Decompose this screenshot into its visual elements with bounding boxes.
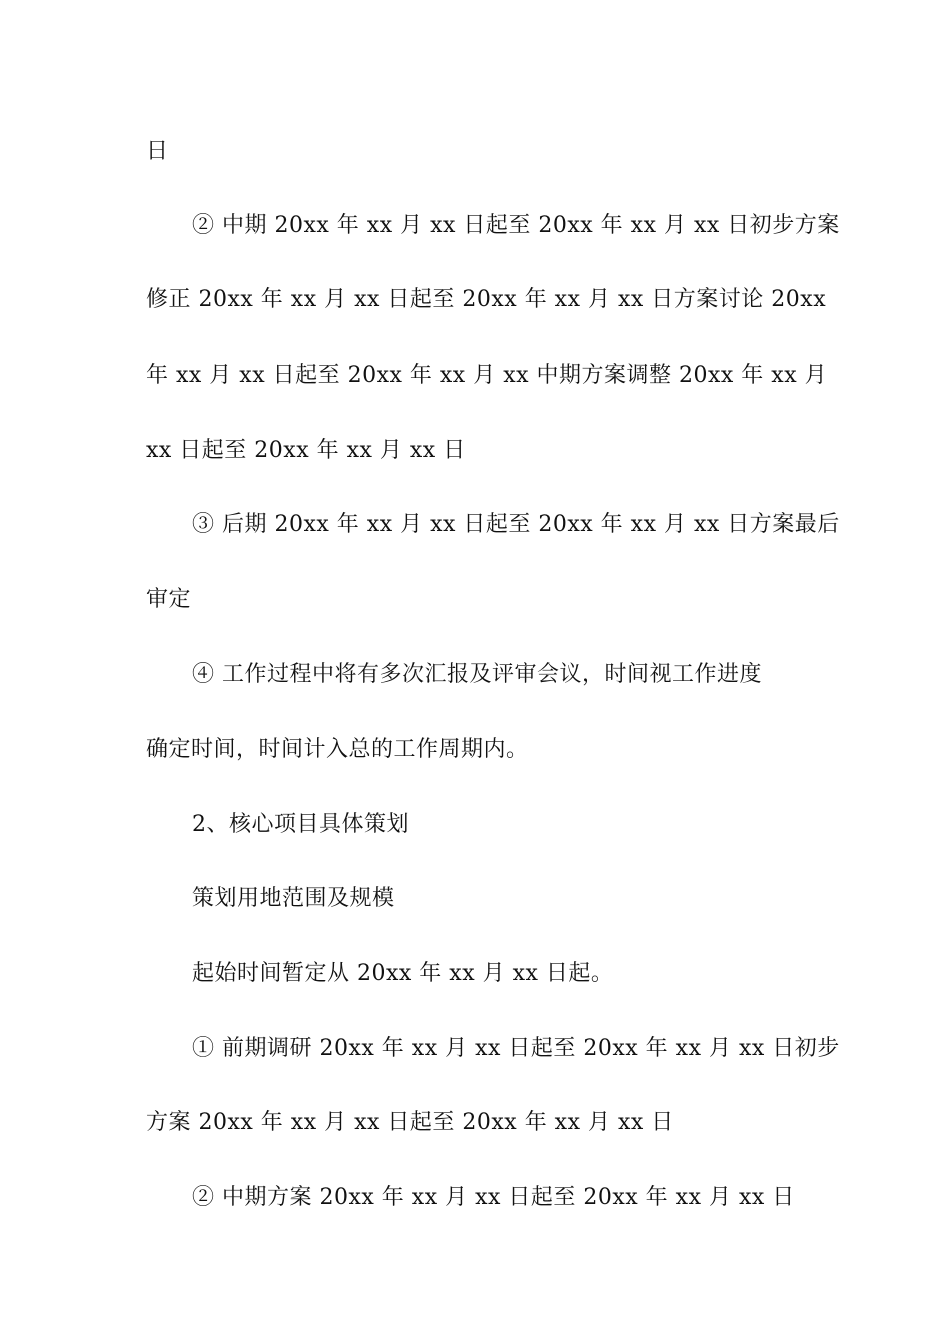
text-line: 日 (146, 139, 169, 164)
text-line: ④ 工作过程中将有多次汇报及评审会议，时间视工作进度 (192, 662, 762, 687)
text-line: 修正 20xx 年 xx 月 xx 日起至 20xx 年 xx 月 xx 日方案讨论 20xx (146, 287, 827, 312)
text-line: ② 中期方案 20xx 年 xx 月 xx 日起至 20xx 年 xx 月 xx 日 (192, 1185, 795, 1210)
text-line: 起始时间暂定从 20xx 年 xx 月 xx 日起。 (192, 961, 614, 986)
section-heading: 2、核心项目具体策划 (192, 812, 409, 837)
text-line: 策划用地范围及规模 (192, 886, 395, 911)
text-line: 确定时间，时间计入总的工作周期内。 (146, 737, 529, 762)
text-line: ② 中期 20xx 年 xx 月 xx 日起至 20xx 年 xx 月 xx 日初步方案 (192, 213, 840, 238)
text-line: ③ 后期 20xx 年 xx 月 xx 日起至 20xx 年 xx 月 xx 日方案最后 (192, 512, 840, 537)
text-line: 审定 (146, 587, 192, 612)
text-line: xx 日起至 20xx 年 xx 月 xx 日 (146, 438, 466, 463)
text-line: ① 前期调研 20xx 年 xx 月 xx 日起至 20xx 年 xx 月 xx 日初步 (192, 1036, 840, 1061)
text-line: 年 xx 月 xx 日起至 20xx 年 xx 月 xx 中期方案调整 20xx 年 xx 月 (146, 363, 828, 388)
text-line: 方案 20xx 年 xx 月 xx 日起至 20xx 年 xx 月 xx 日 (146, 1110, 674, 1135)
